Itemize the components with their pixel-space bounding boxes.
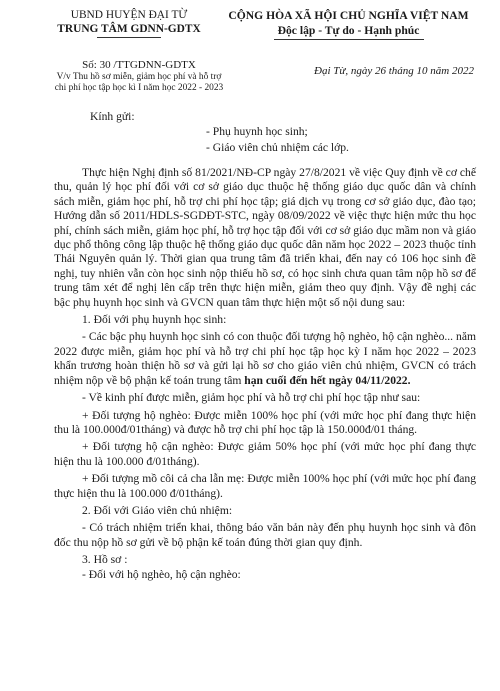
national-motto: Độc lập - Tự do - Hạnh phúc — [277, 24, 420, 37]
document-date: Đại Từ, ngày 26 tháng 10 năm 2022 — [314, 65, 474, 77]
national-title-block — [221, 8, 476, 40]
motto-underline — [274, 39, 424, 40]
document-number-block — [54, 58, 224, 94]
section-1-paragraph-1 — [54, 330, 476, 388]
deadline-text: hạn cuối đến hết ngày 04/11/2022. — [244, 373, 411, 387]
document-number: Số: 30 /TTGDNN-GDTX — [82, 59, 196, 71]
document-subject: V/v Thu hồ sơ miễn, giảm học phí và hỗ trợ chi phí học tập học kì I năm học 2022 - 2023 — [54, 72, 224, 93]
section-1-paragraph-1-text: - Các bậc phụ huynh học sinh có con thuộc đối tượng hộ nghèo, hộ cận nghèo... năm 2022 được miễn, giảm học phí và hỗ trợ chi phí học tập học kỳ I năm học 2022 – 2023 khẩn trương hoàn thiện hồ sơ và gửi lại hồ sơ cho giáo viên chủ nhiệm, GVCN có trách nhiệm nộp về bộ phận kế toán trung tâm — [54, 330, 476, 387]
document-header — [54, 8, 476, 40]
section-2-title: 2. Đối với Giáo viên chủ nhiệm: — [82, 503, 233, 517]
greeting: Kính gửi: — [90, 110, 135, 123]
section-3-paragraph-1: - Đối với hộ nghèo, hộ cận nghèo: — [82, 567, 241, 581]
intro-paragraph: Thực hiện Nghị định số 81/2021/NĐ-CP ngày 27/8/2021 về việc Quy định về cơ chế thu, quản lý học phí đối với cơ sở giáo dục thuộc hệ thống giáo dục quốc dân và chính sách miễn, giảm học phí, hỗ trợ chi phí học tập; giá dịch vụ trong cơ sở giáo dục, đào tạo; Hướng dẫn số 2011/HDLS-SGDĐT-STC, ngày 08/09/2022 về việc thực hiện mức thu học phí, chính sách miễn, giảm học phí, hỗ trợ học tập đối với cơ sở giáo dục mầm non và giáo dục phổ thông công lập thuộc hệ thống giáo dục quốc dân năm học 2022 – 2023 thuộc tỉnh Thái Nguyên quản lý. Thời gian qua trung tâm đã triển khai, đến nay có 106 học sinh đề nghị, tuy nhiên vẫn còn học sinh nộp thiếu hồ sơ, có học sinh chưa quan tâm nộp hồ sơ để trung tâm xét để nghị lên cấp trên thực hiện miễn, giảm theo quy định. Vậy đề nghị các bậc phụ huynh học sinh và GVCN quan tâm thực hiện một số nội dung sau: — [54, 166, 476, 309]
near-poor-household-paragraph: + Đối tượng hộ cận nghèo: Được giảm 50% học phí (với mức học phí đang thực hiện thu là 100.000 đ/01tháng). — [54, 440, 476, 468]
parent-agency: UBND HUYỆN ĐẠI TỪ — [70, 9, 188, 21]
issuing-agency: TRUNG TÂM GDNN-GDTX — [57, 23, 201, 35]
recipient-teachers: - Giáo viên chủ nhiệm các lớp. — [206, 141, 349, 154]
section-3-title: 3. Hồ sơ : — [82, 553, 128, 567]
section-2-paragraph-1: - Có trách nhiệm triển khai, thông báo văn bản này đến phụ huynh học sinh và đôn đốc thu nộp hồ sơ gửi về bộ phận kế toán đúng thời gian quy định. — [54, 521, 476, 549]
recipient-parents: - Phụ huynh học sinh; — [206, 125, 308, 138]
agency-underline — [97, 37, 161, 38]
poor-household-paragraph: + Đối tượng hộ nghèo: Được miễn 100% học phí (với mức học phí đang thực hiện thu là 100.000đ/01tháng) và được hỗ trợ chi phí học tập là 150.000đ/01 tháng. — [54, 408, 476, 436]
section-1-paragraph-2: - Về kinh phí được miễn, giảm học phí và hỗ trợ chi phí học tập như sau: — [82, 391, 421, 405]
orphan-paragraph: + Đối tượng mồ côi cả cha lẫn mẹ: Được miễn 100% học phí (với mức học phí đang thực hiện thu là 100.000 đ/01tháng). — [54, 472, 476, 500]
document-info — [54, 58, 476, 94]
national-title: CỘNG HÒA XÃ HỘI CHỦ NGHĨA VIỆT NAM — [228, 9, 469, 22]
issuing-agency-block — [54, 8, 204, 40]
section-1-title: 1. Đối với phụ huynh học sinh: — [82, 313, 227, 327]
